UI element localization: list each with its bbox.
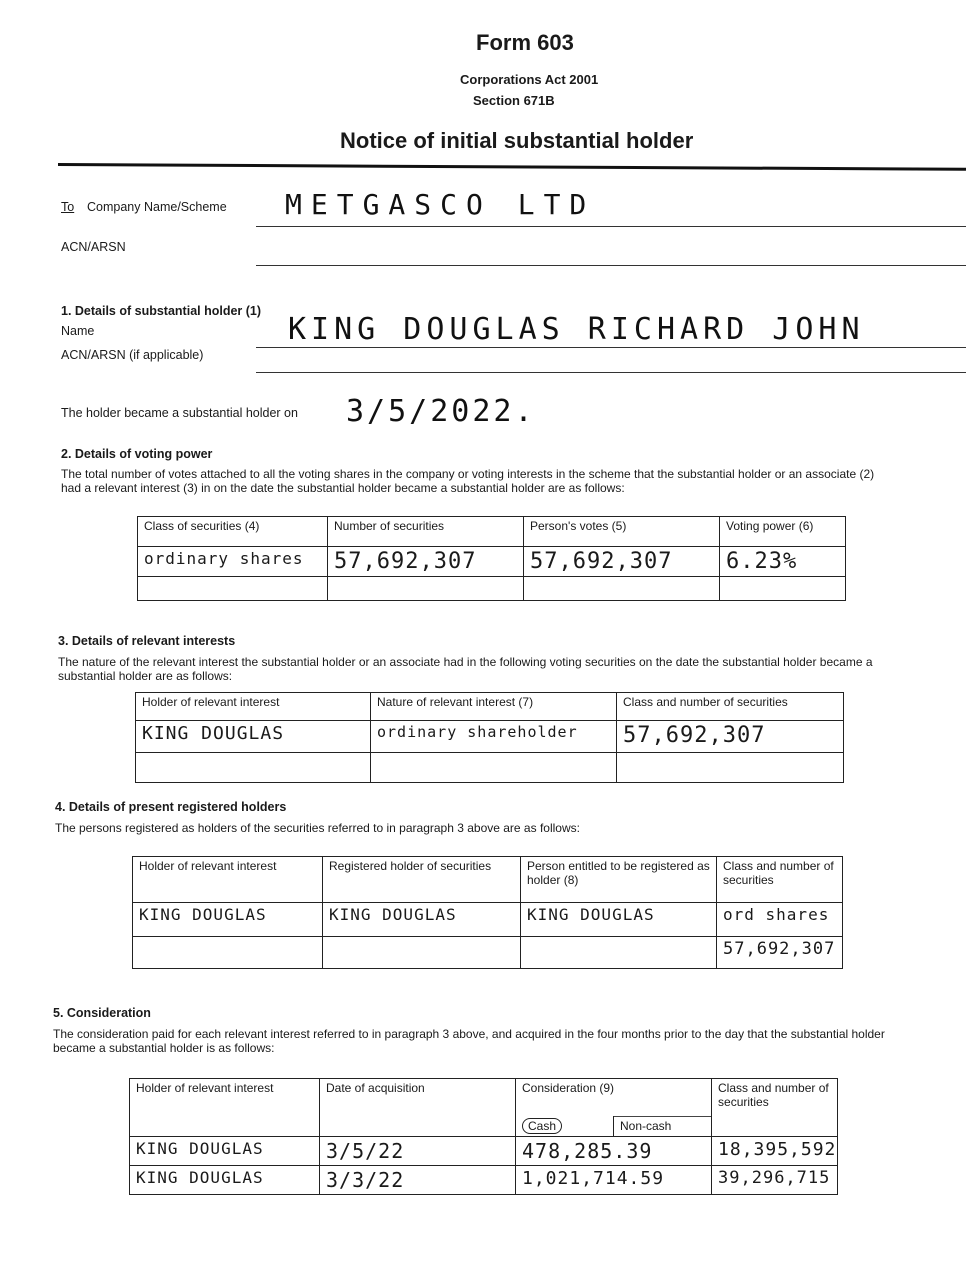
ri-nature-value: ordinary shareholder bbox=[371, 721, 617, 753]
vp-header-number: Number of securities bbox=[328, 517, 524, 547]
became-holder-date: 3/5/2022. bbox=[346, 394, 536, 429]
voting-power-table bbox=[137, 516, 846, 601]
vp-votes-value: 57,692,307 bbox=[524, 547, 720, 577]
ri-empty-cell bbox=[371, 753, 617, 783]
cs-sub-cash-label: Cash bbox=[522, 1118, 562, 1134]
rh-header-registered: Registered holder of securities bbox=[323, 857, 521, 903]
rh-header-entitled: Person entitled to be registered as holder (8) bbox=[521, 857, 717, 903]
acn-line bbox=[256, 265, 966, 266]
section2-paragraph: The total number of votes attached to all the voting shares in the company or voting interests in the scheme that the substantial holder or an associate (2) had a relevant interest (3) in on the date the substantial holder became a substantial holder are as follows: bbox=[61, 467, 875, 495]
cs-header-date: Date of acquisition bbox=[320, 1079, 516, 1137]
rh-header-holder: Holder of relevant interest bbox=[133, 857, 323, 903]
rh-header-class: Class and number of securities bbox=[717, 857, 843, 903]
holder-name-label: Name bbox=[61, 324, 95, 338]
cs-row1-securities: 18,395,592 bbox=[712, 1137, 838, 1166]
section2-title: 2. Details of voting power bbox=[61, 447, 213, 461]
vp-header-votes: Person's votes (5) bbox=[524, 517, 720, 547]
section3-title: 3. Details of relevant interests bbox=[58, 634, 236, 648]
rh-number-value: 57,692,307 bbox=[717, 937, 843, 969]
section4-paragraph: The persons registered as holders of the securities referred to in paragraph 3 above are as follows: bbox=[55, 821, 580, 835]
cs-row2-date: 3/3/22 bbox=[320, 1166, 516, 1195]
vp-class-value: ordinary shares bbox=[138, 547, 328, 577]
cs-row1-holder: KING DOUGLAS bbox=[130, 1137, 320, 1166]
vp-header-power: Voting power (6) bbox=[720, 517, 846, 547]
holder-acn-label: ACN/ARSN (if applicable) bbox=[61, 348, 204, 362]
cs-sub-noncash: Non-cash bbox=[614, 1117, 712, 1137]
ri-header-class: Class and number of securities bbox=[617, 693, 844, 721]
section5-paragraph: The consideration paid for each relevant interest referred to in paragraph 3 above, and acquired in the four months prior to the day that the substantial holder became a substantial holder is as follows: bbox=[53, 1027, 885, 1055]
rh-empty-cell bbox=[521, 937, 717, 969]
section4-title: 4. Details of present registered holders bbox=[55, 800, 287, 814]
cs-row2-holder: KING DOUGLAS bbox=[130, 1166, 320, 1195]
ri-header-holder: Holder of relevant interest bbox=[136, 693, 371, 721]
rh-empty-cell bbox=[323, 937, 521, 969]
section3-paragraph: The nature of the relevant interest the substantial holder or an associate had in the following voting securities on the date the substantial holder became a substantial holder are as follows: bbox=[58, 655, 873, 683]
ri-empty-cell bbox=[617, 753, 844, 783]
ri-class-value: 57,692,307 bbox=[617, 721, 844, 753]
vp-number-value: 57,692,307 bbox=[328, 547, 524, 577]
section1-title: 1. Details of substantial holder (1) bbox=[61, 304, 262, 318]
rh-holder-value: KING DOUGLAS bbox=[133, 903, 323, 937]
rh-empty-cell bbox=[133, 937, 323, 969]
cs-row2-cash: 1,021,714.59 bbox=[516, 1166, 712, 1195]
cs-row1-cash: 478,285.39 bbox=[516, 1137, 712, 1166]
ri-holder-value: KING DOUGLAS bbox=[136, 721, 371, 753]
cs-header-holder: Holder of relevant interest bbox=[130, 1079, 320, 1137]
vp-header-class: Class of securities (4) bbox=[138, 517, 328, 547]
company-name-label: Company Name/Scheme bbox=[87, 200, 227, 214]
notice-title: Notice of initial substantial holder bbox=[340, 128, 694, 153]
section5-title: 5. Consideration bbox=[53, 1006, 151, 1020]
cs-header-class: Class and number of securities bbox=[712, 1079, 838, 1137]
section-number: Section 671B bbox=[473, 93, 555, 108]
rh-registered-value: KING DOUGLAS bbox=[323, 903, 521, 937]
rh-class-value: ord shares bbox=[717, 903, 843, 937]
holder-name-value: KING DOUGLAS RICHARD JOHN bbox=[288, 312, 865, 347]
vp-empty-cell bbox=[328, 577, 524, 601]
form-title: Form 603 bbox=[476, 30, 574, 55]
became-holder-label: The holder became a substantial holder on bbox=[61, 406, 298, 420]
vp-empty-cell bbox=[524, 577, 720, 601]
acn-label: ACN/ARSN bbox=[61, 240, 126, 254]
cs-row1-date: 3/5/22 bbox=[320, 1137, 516, 1166]
vp-empty-cell bbox=[720, 577, 846, 601]
header-rule bbox=[58, 163, 966, 171]
registered-holders-table bbox=[132, 856, 843, 969]
vp-power-value: 6.23% bbox=[720, 547, 846, 577]
act-name: Corporations Act 2001 bbox=[460, 72, 599, 87]
cs-row2-securities: 39,296,715 bbox=[712, 1166, 838, 1195]
to-label: To bbox=[61, 200, 75, 214]
vp-empty-cell bbox=[138, 577, 328, 601]
rh-entitled-value: KING DOUGLAS bbox=[521, 903, 717, 937]
ri-header-nature: Nature of relevant interest (7) bbox=[371, 693, 617, 721]
company-name-value: METGASCO LTD bbox=[285, 188, 596, 221]
consideration-table bbox=[129, 1078, 838, 1195]
cs-header-consideration: Consideration (9) bbox=[516, 1079, 712, 1117]
ri-empty-cell bbox=[136, 753, 371, 783]
company-name-line bbox=[256, 226, 966, 227]
holder-name-line bbox=[256, 347, 966, 348]
holder-acn-line bbox=[256, 372, 966, 373]
relevant-interests-table bbox=[135, 692, 844, 783]
cs-sub-cash bbox=[516, 1117, 614, 1137]
